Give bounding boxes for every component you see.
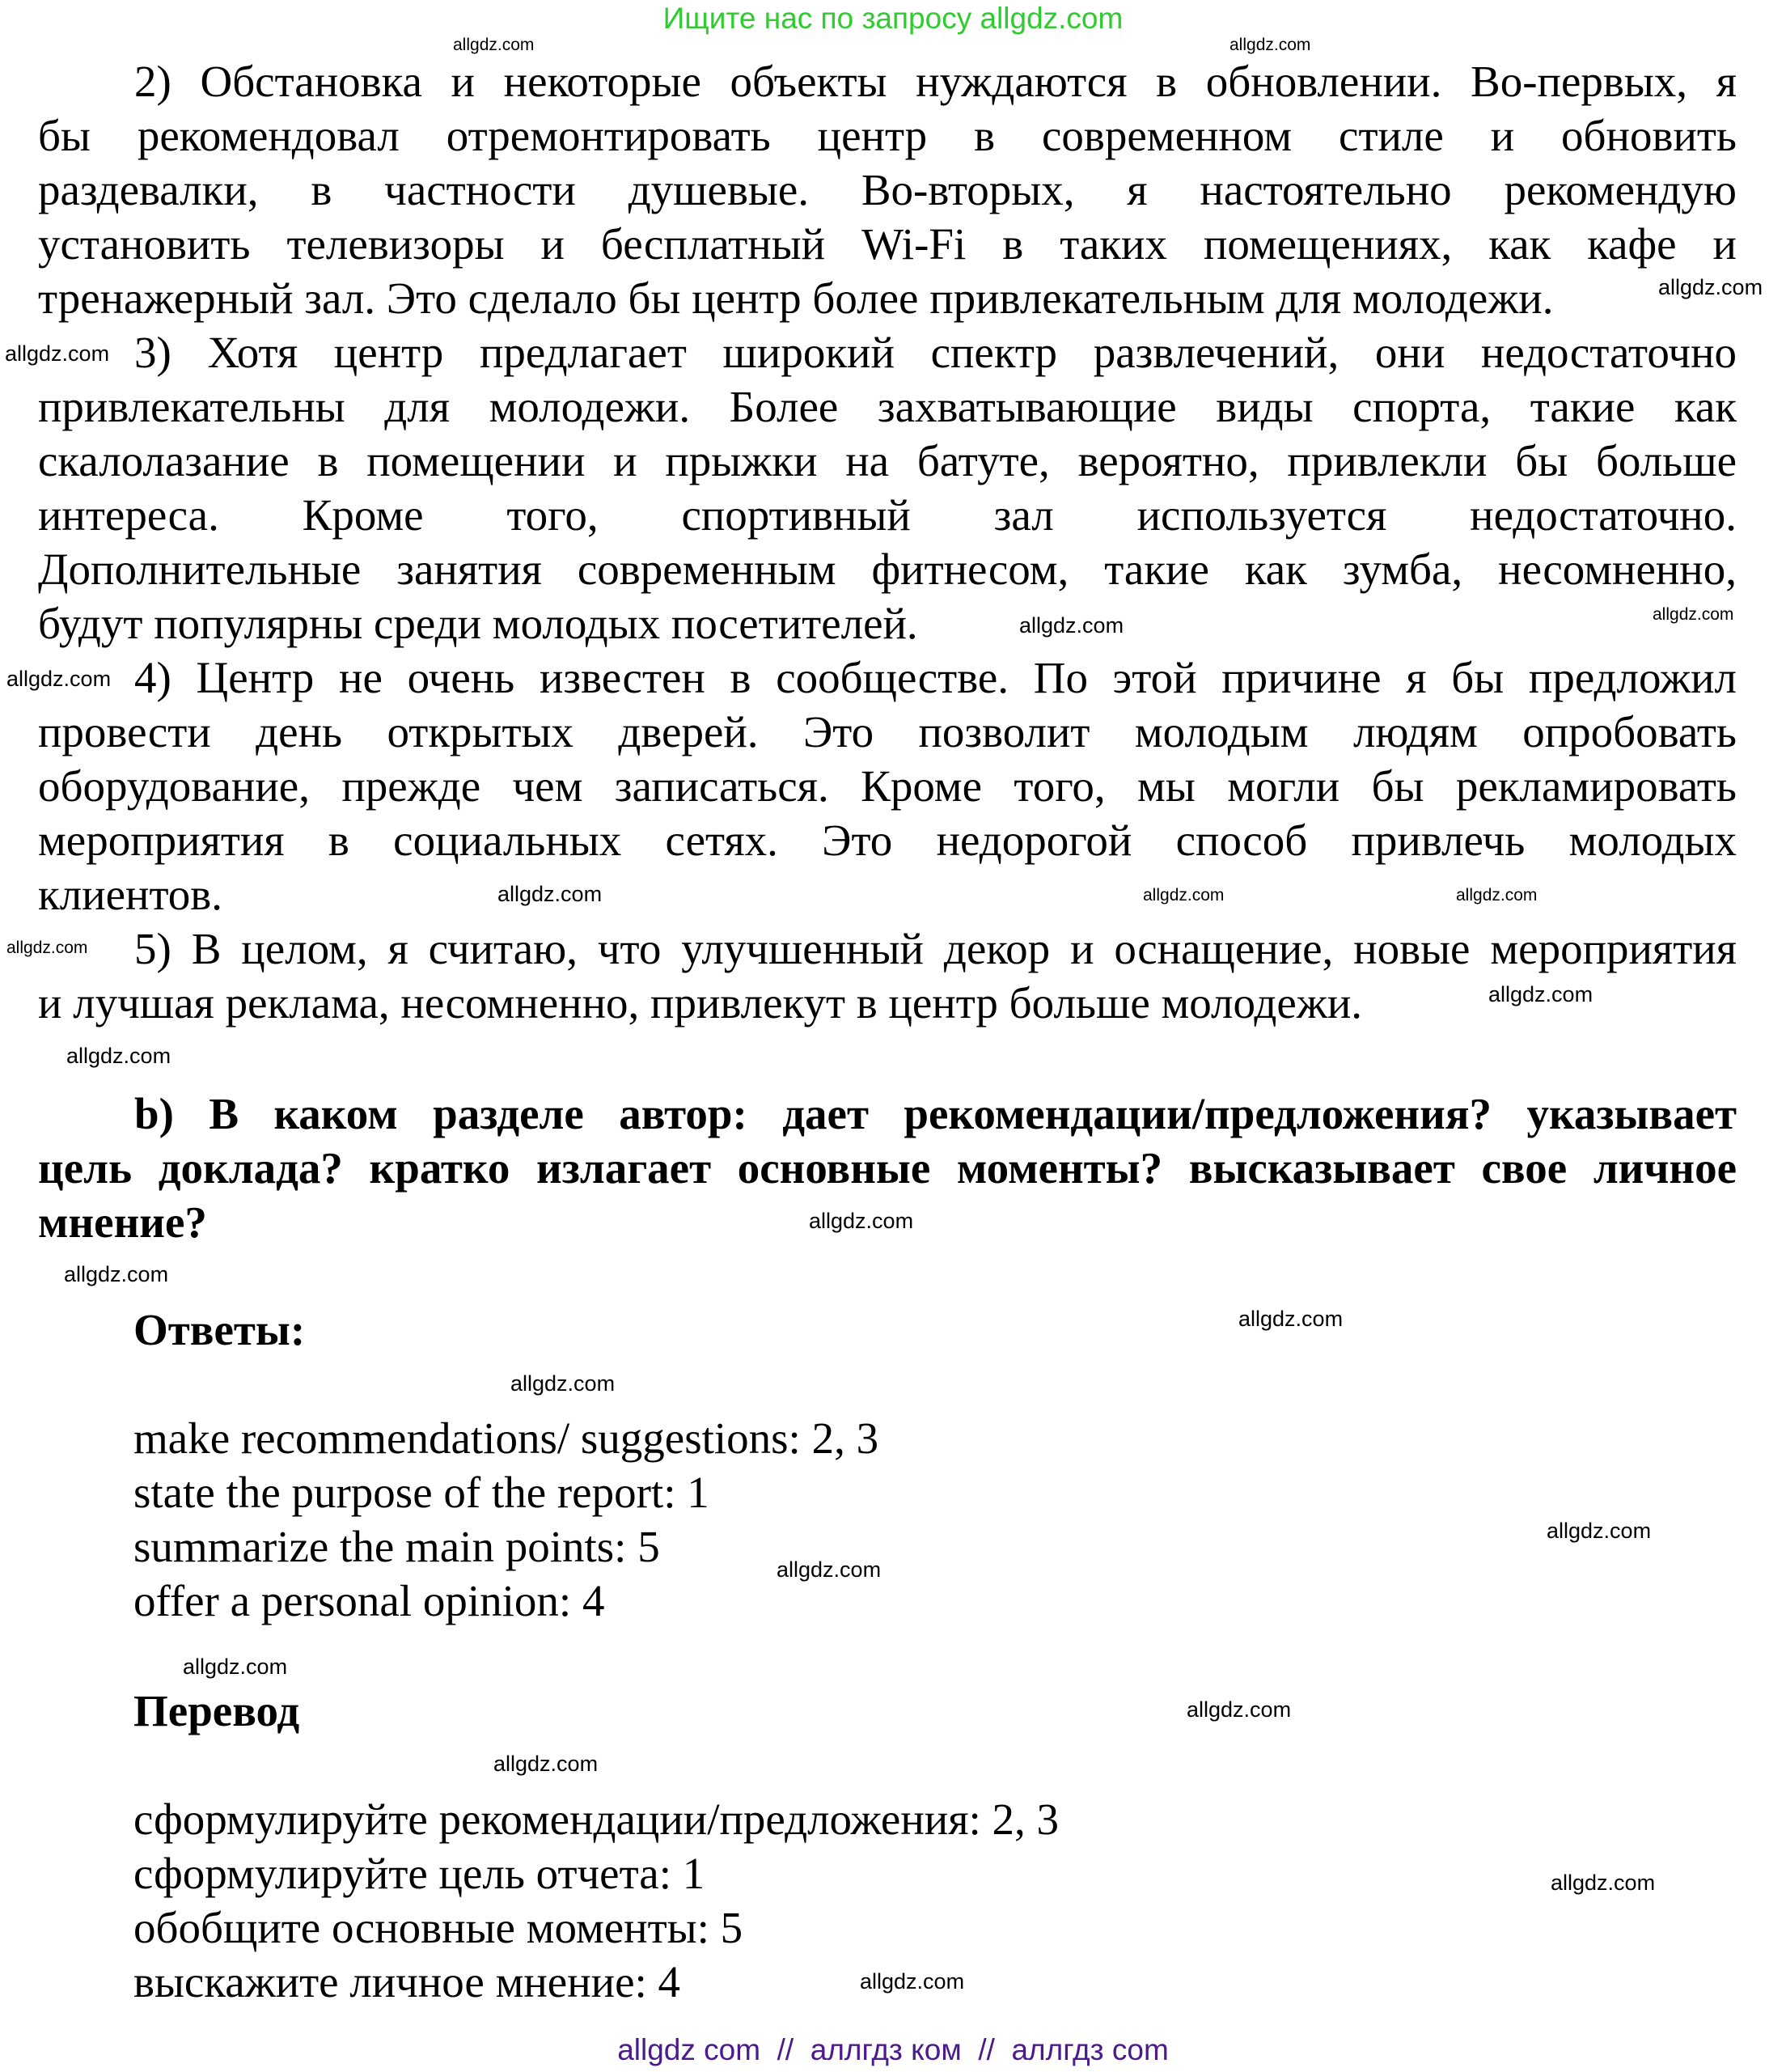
watermark: allgdz.com — [1187, 1697, 1292, 1722]
translation-item: сформулируйте цель отчета: 1 — [133, 1849, 705, 1898]
watermark: allgdz.com — [5, 341, 110, 366]
watermark: allgdz.com — [860, 1969, 965, 1994]
search-banner: Ищите нас по запросу allgdz.com — [662, 2, 1124, 35]
watermark: allgdz.com — [1658, 275, 1763, 299]
text-line: тренажерный зал. Это сделало бы центр более привлекательным для молодежи. — [38, 273, 1554, 323]
answer-item: offer a personal opinion: 4 — [133, 1576, 605, 1625]
translation-item: выскажите личное мнение: 4 — [133, 1957, 681, 2006]
watermark: allgdz.com — [453, 36, 535, 54]
answer-item: summarize the main points: 5 — [133, 1522, 660, 1571]
watermark: allgdz.com — [183, 1655, 288, 1679]
watermark: allgdz.com — [6, 939, 88, 957]
text-line: 2) Обстановка и некоторые объекты нуждаются в обновлении. Во-первых, я — [134, 57, 1737, 106]
text-line: Дополнительные занятия современным фитнесом, такие как зумба, несомненно, — [38, 544, 1737, 594]
watermark: allgdz.com — [1229, 36, 1311, 54]
text-line: бы рекомендовал отремонтировать центр в современном стиле и обновить — [38, 111, 1737, 160]
question-line: b) В каком разделе автор: дает рекомендации/предложения? указывает — [134, 1089, 1737, 1138]
watermark: allgdz.com — [1551, 1871, 1656, 1895]
text-line: клиентов. — [38, 870, 222, 919]
translation-item: обобщите основные моменты: 5 — [133, 1903, 743, 1952]
text-line: и лучшая реклама, несомненно, привлекут в центр больше молодежи. — [38, 978, 1363, 1028]
watermark: allgdz.com — [1456, 886, 1538, 905]
translation-title: Перевод — [133, 1686, 300, 1735]
report-body — [38, 54, 1737, 1030]
watermark: allgdz.com — [1547, 1519, 1652, 1543]
watermark: allgdz.com — [64, 1262, 169, 1286]
question-line: мнение? — [38, 1197, 207, 1247]
watermark: allgdz.com — [1488, 982, 1593, 1006]
text-line: будут популярны среди молодых посетителей. — [38, 599, 918, 648]
watermark: allgdz.com — [1653, 605, 1734, 624]
text-line: мероприятия в социальных сетях. Это недорогой способ привлечь молодых — [38, 816, 1737, 865]
text-line: привлекательны для молодежи. Более захватывающие виды спорта, такие как — [38, 382, 1737, 431]
footer-links: allgdz com // аллгдз ком // аллгдз com — [617, 2033, 1169, 2066]
text-line: оборудование, прежде чем записаться. Кроме того, мы могли бы рекламировать — [38, 761, 1737, 811]
text-line: интереса. Кроме того, спортивный зал используется недостаточно. — [38, 490, 1737, 540]
watermark: allgdz.com — [777, 1557, 882, 1582]
answer-item: state the purpose of the report: 1 — [133, 1468, 709, 1517]
answers-title: Ответы: — [133, 1305, 306, 1354]
watermark: allgdz.com — [497, 882, 603, 906]
watermark: allgdz.com — [510, 1371, 616, 1396]
text-line: 3) Хотя центр предлагает широкий спектр развлечений, они недостаточно — [134, 328, 1737, 377]
answer-item: make recommendations/ suggestions: 2, 3 — [133, 1413, 879, 1463]
watermark: allgdz.com — [493, 1752, 599, 1776]
text-line: скалолазание в помещении и прыжки на батуте, вероятно, привлекли бы больше — [38, 436, 1737, 485]
watermark: allgdz.com — [6, 667, 112, 691]
watermark: allgdz.com — [809, 1209, 914, 1233]
watermark: allgdz.com — [1238, 1307, 1344, 1331]
text-line: установить телевизоры и бесплатный Wi-Fi в таких помещениях, как кафе и — [38, 219, 1737, 269]
text-line: раздевалки, в частности душевые. Во-вторых, я настоятельно рекомендую — [38, 165, 1737, 214]
translation-item: сформулируйте рекомендации/предложения: 2, 3 — [133, 1794, 1060, 1844]
text-line: 4) Центр не очень известен в сообществе. По этой причине я бы предложил — [134, 653, 1737, 702]
watermark: allgdz.com — [1019, 613, 1124, 638]
watermark: allgdz.com — [66, 1044, 171, 1068]
text-line: провести день открытых дверей. Это позволит молодым людям опробовать — [38, 707, 1737, 756]
watermark: allgdz.com — [1143, 886, 1225, 905]
question-line: цель доклада? кратко излагает основные моменты? высказывает свое личное — [38, 1143, 1737, 1193]
text-line: 5) В целом, я считаю, что улучшенный декор и оснащение, новые мероприятия — [134, 924, 1737, 973]
